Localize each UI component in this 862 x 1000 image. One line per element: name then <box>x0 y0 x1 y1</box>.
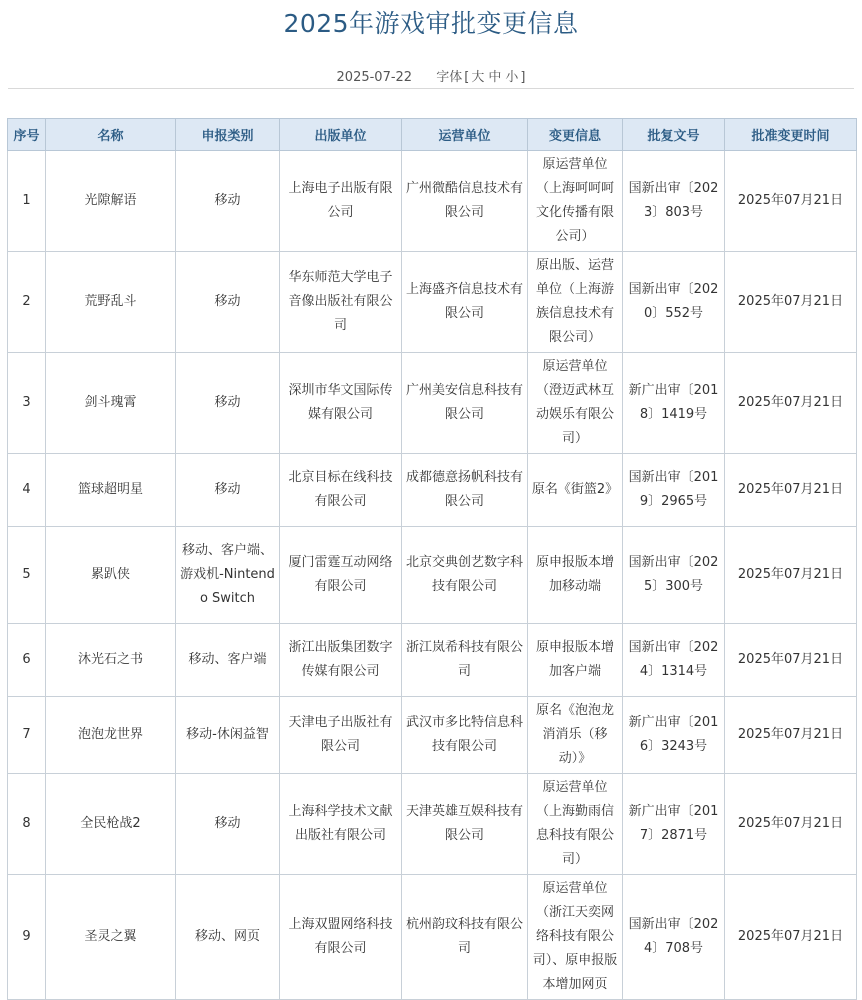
cell-change-date: 2025年07月21日 <box>725 875 857 1000</box>
header-change-date: 批准变更时间 <box>725 119 857 151</box>
cell-approval-number: 新广出审〔2017〕2871号 <box>623 774 725 875</box>
font-size-large-link[interactable]: 大 <box>471 70 485 85</box>
cell-category: 移动 <box>176 774 280 875</box>
cell-change-info: 原运营单位（澄迈武林互动娱乐有限公司） <box>528 353 623 454</box>
cell-publisher: 北京目标在线科技有限公司 <box>280 454 402 527</box>
table-header-row <box>8 119 857 151</box>
cell-approval-number: 国新出审〔2023〕803号 <box>623 151 725 252</box>
table-row <box>8 527 857 624</box>
header-change-info: 变更信息 <box>528 119 623 151</box>
publish-date: 2025-07-22 <box>336 70 413 85</box>
cell-no: 3 <box>8 353 46 454</box>
cell-category: 移动-休闲益智 <box>176 697 280 774</box>
cell-no: 2 <box>8 252 46 353</box>
header-operator: 运营单位 <box>402 119 528 151</box>
cell-publisher: 天津电子出版社有限公司 <box>280 697 402 774</box>
cell-operator: 杭州韵玟科技有限公司 <box>402 875 528 1000</box>
cell-change-date: 2025年07月21日 <box>725 151 857 252</box>
cell-name: 光隙解语 <box>46 151 176 252</box>
cell-no: 7 <box>8 697 46 774</box>
cell-operator: 天津英雄互娱科技有限公司 <box>402 774 528 875</box>
cell-operator: 北京交典创艺数字科技有限公司 <box>402 527 528 624</box>
font-size-label: 字体 <box>436 70 463 85</box>
cell-operator: 浙江岚希科技有限公司 <box>402 624 528 697</box>
cell-publisher: 上海双盟网络科技有限公司 <box>280 875 402 1000</box>
cell-no: 1 <box>8 151 46 252</box>
cell-no: 8 <box>8 774 46 875</box>
cell-approval-number: 新广出审〔2016〕3243号 <box>623 697 725 774</box>
cell-no: 5 <box>8 527 46 624</box>
cell-category: 移动 <box>176 151 280 252</box>
table-row <box>8 697 857 774</box>
cell-operator: 广州微酷信息技术有限公司 <box>402 151 528 252</box>
font-size-small-link[interactable]: 小 <box>505 70 519 85</box>
header-publisher: 出版单位 <box>280 119 402 151</box>
cell-change-date: 2025年07月21日 <box>725 252 857 353</box>
cell-category: 移动、客户端、游戏机-Nintendo Switch <box>176 527 280 624</box>
cell-operator: 上海盛齐信息技术有限公司 <box>402 252 528 353</box>
cell-no: 6 <box>8 624 46 697</box>
cell-change-info: 原申报版本增加移动端 <box>528 527 623 624</box>
cell-publisher: 上海电子出版有限公司 <box>280 151 402 252</box>
cell-category: 移动、网页 <box>176 875 280 1000</box>
cell-change-info: 原名《泡泡龙消消乐（移动）》 <box>528 697 623 774</box>
cell-change-info: 原运营单位（上海呵呵呵文化传播有限公司） <box>528 151 623 252</box>
cell-change-date: 2025年07月21日 <box>725 774 857 875</box>
cell-name: 圣灵之翼 <box>46 875 176 1000</box>
cell-change-date: 2025年07月21日 <box>725 697 857 774</box>
cell-operator: 成都德意扬帆科技有限公司 <box>402 454 528 527</box>
cell-name: 泡泡龙世界 <box>46 697 176 774</box>
cell-no: 4 <box>8 454 46 527</box>
cell-publisher: 浙江出版集团数字传媒有限公司 <box>280 624 402 697</box>
cell-name: 全民枪战2 <box>46 774 176 875</box>
cell-change-info: 原出版、运营单位（上海游族信息技术有限公司） <box>528 252 623 353</box>
cell-change-info: 原运营单位（上海勤雨信息科技有限公司） <box>528 774 623 875</box>
font-size-bracket-close: ] <box>520 70 526 85</box>
table-row <box>8 774 857 875</box>
cell-publisher: 华东师范大学电子音像出版社有限公司 <box>280 252 402 353</box>
table-row <box>8 624 857 697</box>
table-row <box>8 353 857 454</box>
cell-publisher: 上海科学技术文献出版社有限公司 <box>280 774 402 875</box>
cell-category: 移动、客户端 <box>176 624 280 697</box>
font-size-bracket-open: [ <box>464 70 470 85</box>
cell-publisher: 深圳市华文国际传媒有限公司 <box>280 353 402 454</box>
cell-category: 移动 <box>176 252 280 353</box>
cell-change-date: 2025年07月21日 <box>725 527 857 624</box>
cell-publisher: 厦门雷霆互动网络有限公司 <box>280 527 402 624</box>
cell-name: 剑斗瑰霄 <box>46 353 176 454</box>
table-row <box>8 151 857 252</box>
table-row <box>8 252 857 353</box>
cell-change-info: 原名《街篮2》 <box>528 454 623 527</box>
cell-change-info: 原申报版本增加客户端 <box>528 624 623 697</box>
cell-category: 移动 <box>176 353 280 454</box>
header-category: 申报类别 <box>176 119 280 151</box>
cell-change-date: 2025年07月21日 <box>725 624 857 697</box>
cell-operator: 广州美安信息科技有限公司 <box>402 353 528 454</box>
cell-operator: 武汉市多比特信息科技有限公司 <box>402 697 528 774</box>
table-row <box>8 454 857 527</box>
article-meta <box>0 66 862 85</box>
cell-name: 沐光石之书 <box>46 624 176 697</box>
cell-approval-number: 国新出审〔2020〕552号 <box>623 252 725 353</box>
header-no: 序号 <box>8 119 46 151</box>
table-row <box>8 875 857 1000</box>
cell-no: 9 <box>8 875 46 1000</box>
cell-approval-number: 国新出审〔2019〕2965号 <box>623 454 725 527</box>
header-name: 名称 <box>46 119 176 151</box>
header-approval-number: 批复文号 <box>623 119 725 151</box>
cell-change-info: 原运营单位（浙江天奕网络科技有限公司）、原申报版本增加网页 <box>528 875 623 1000</box>
font-size-medium-link[interactable]: 中 <box>488 70 502 85</box>
cell-category: 移动 <box>176 454 280 527</box>
page-title: 2025年游戏审批变更信息 <box>283 9 579 38</box>
approval-change-table <box>7 118 857 1000</box>
cell-change-date: 2025年07月21日 <box>725 353 857 454</box>
cell-approval-number: 国新出审〔2025〕300号 <box>623 527 725 624</box>
cell-name: 累趴侠 <box>46 527 176 624</box>
cell-approval-number: 国新出审〔2024〕708号 <box>623 875 725 1000</box>
title-divider <box>8 88 854 89</box>
cell-change-date: 2025年07月21日 <box>725 454 857 527</box>
cell-name: 篮球超明星 <box>46 454 176 527</box>
cell-approval-number: 国新出审〔2024〕1314号 <box>623 624 725 697</box>
cell-approval-number: 新广出审〔2018〕1419号 <box>623 353 725 454</box>
cell-name: 荒野乱斗 <box>46 252 176 353</box>
